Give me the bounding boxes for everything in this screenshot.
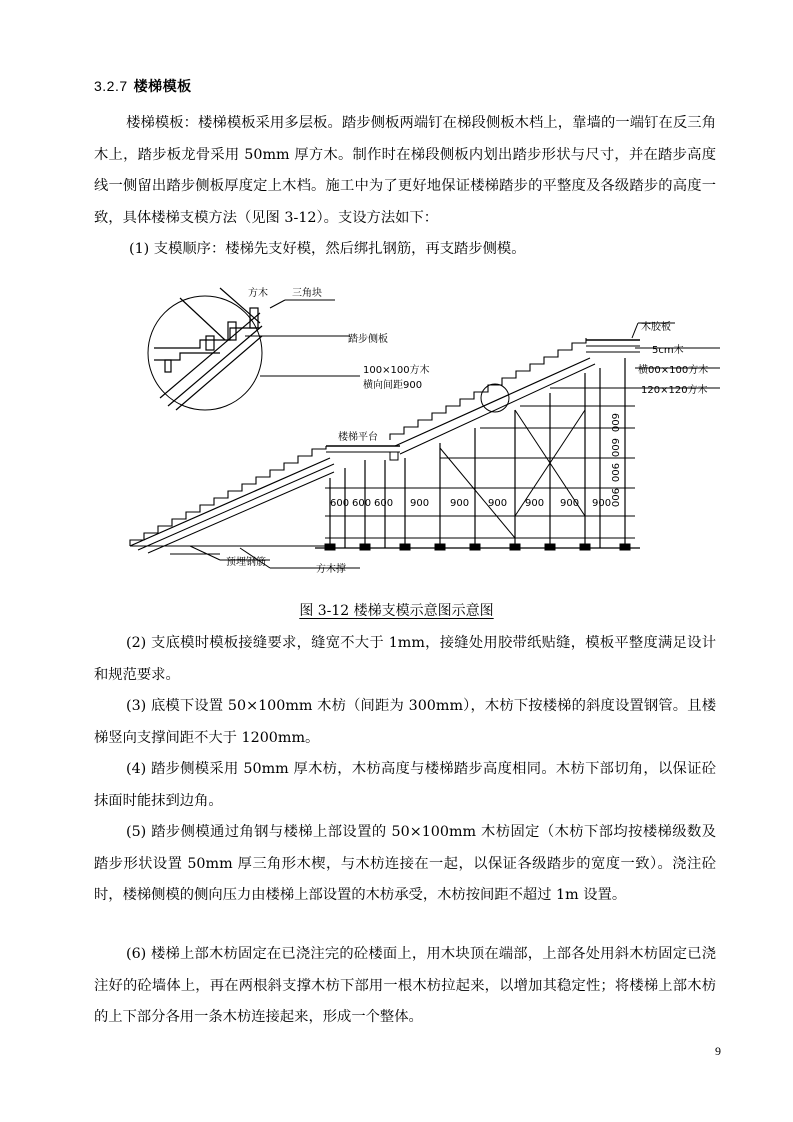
paragraph-step-2 xyxy=(94,628,716,691)
label-tabu-ceban: 踏步侧板 xyxy=(348,334,388,345)
paragraph-step-3-text: (3) 底模下设置 50×100mm 木枋（间距为 300mm），木枋下按楼梯的斜度设置钢管。且楼梯竖向支撑间距不大于 1200mm。 xyxy=(94,698,716,746)
label-fangmu-100: 100×100方木 xyxy=(363,365,430,376)
spacing-label: 900 xyxy=(525,498,545,509)
paragraph-step-2-text: (2) 支底模时模板接缝要求，缝宽不大于 1mm，接缝处用胶带纸贴缝，模板平整度满足设计和规范要求。 xyxy=(94,635,716,683)
figure-caption-text: 图 3-12 楼梯支模示意图示意图 xyxy=(299,603,494,619)
section-heading xyxy=(94,76,192,96)
label-fangmu: 方木 xyxy=(248,288,268,299)
lower-stair-steps xyxy=(130,446,326,546)
label-yumai-gangjin: 预埋钢筋 xyxy=(226,557,266,568)
label-spacing-900: 横向间距900 xyxy=(363,380,423,391)
paragraph-step-1: (1) 支模顺序：楼梯先支好模，然后绑扎钢筋，再支踏步侧模。 xyxy=(129,241,526,257)
spacing-label: 600 xyxy=(330,498,350,509)
label-sanjiaokuai: 三角块 xyxy=(292,288,322,299)
spacing-label-vertical: 600 xyxy=(609,438,620,458)
spacing-label: 900 xyxy=(560,498,580,509)
paragraph-step-6 xyxy=(94,939,716,1034)
page-number: 9 xyxy=(715,1044,721,1058)
spacing-label: 900 xyxy=(592,498,612,509)
section-title: 楼梯模板 xyxy=(133,79,192,95)
paragraph-step-4 xyxy=(94,754,716,817)
spacing-label: 900 xyxy=(410,498,430,509)
spacing-label-vertical: 900 xyxy=(609,463,620,483)
stair-formwork-figure xyxy=(120,278,730,588)
paragraph-step-5-text: (5) 踏步侧模通过角钢与楼梯上部设置的 50×100mm 木枋固定（木枋下部均按楼梯级数及踏步形状设置 50mm 厚三角形木楔，与木枋连接在一起，以保证各级踏步的宽度一致）。浇注砼时，楼梯侧模的侧向压力由楼梯上部设置的木枋承受，木枋按间距不超过 1m 设置。 xyxy=(94,824,716,903)
label-heng-fangmu: 横00×100方木 xyxy=(638,365,709,376)
label-louti-pingtai: 楼梯平台 xyxy=(338,432,378,443)
horizontal-spacing-labels xyxy=(330,498,611,509)
spacing-label: 600 xyxy=(352,498,372,509)
paragraph-intro xyxy=(94,108,716,234)
label-muban: 木胶板 xyxy=(641,322,671,333)
spacing-label-vertical: 600 xyxy=(609,413,620,433)
section-number: 3.2.7 xyxy=(94,78,128,94)
figure-caption xyxy=(0,600,793,620)
label-fangmu-120: 120×120方木 xyxy=(641,385,708,396)
paragraph-step-4-text: (4) 踏步侧模采用 50mm 厚木枋，木枋高度与楼梯踏步高度相同。木枋下部切角，以保证砼抹面时能抹到边角。 xyxy=(94,761,716,809)
label-fangmu-cheng: 方木撑 xyxy=(316,564,346,575)
paragraph-step-6-text: (6) 楼梯上部木枋固定在已浇注完的砼楼面上，用木块顶在端部，上部各处用斜木枋固定已浇注好的砼墙体上，再在两根斜支撑木枋下部用一根木枋拉起来，以增加其稳定性；将楼梯上部木枋的上下部分各用一条木枋连接起来，形成一个整体。 xyxy=(94,946,716,1025)
label-5cm-mu: 5cm木 xyxy=(652,345,684,356)
paragraph-step-5 xyxy=(94,817,716,912)
spacing-label: 900 xyxy=(450,498,470,509)
spacing-label-vertical: 900 xyxy=(609,488,620,508)
paragraph-step-3 xyxy=(94,691,716,754)
paragraph-intro-text: 楼梯模板：楼梯模板采用多层板。踏步侧板两端钉在梯段侧板木档上，靠墙的一端钉在反三角木上，踏步板龙骨采用 50mm 厚方木。制作时在梯段侧板内划出踏步形状与尺寸，并在踏步高度线一侧留出踏步侧板厚度定上木档。施工中为了更好地保证楼梯踏步的平整度及各级踏步的高度一致，具体楼梯支模方法（见图 3-12）。支设方法如下： xyxy=(94,115,716,226)
vertical-spacing-labels xyxy=(609,413,620,507)
spacing-label: 900 xyxy=(488,498,508,509)
spacing-label: 600 xyxy=(374,498,394,509)
